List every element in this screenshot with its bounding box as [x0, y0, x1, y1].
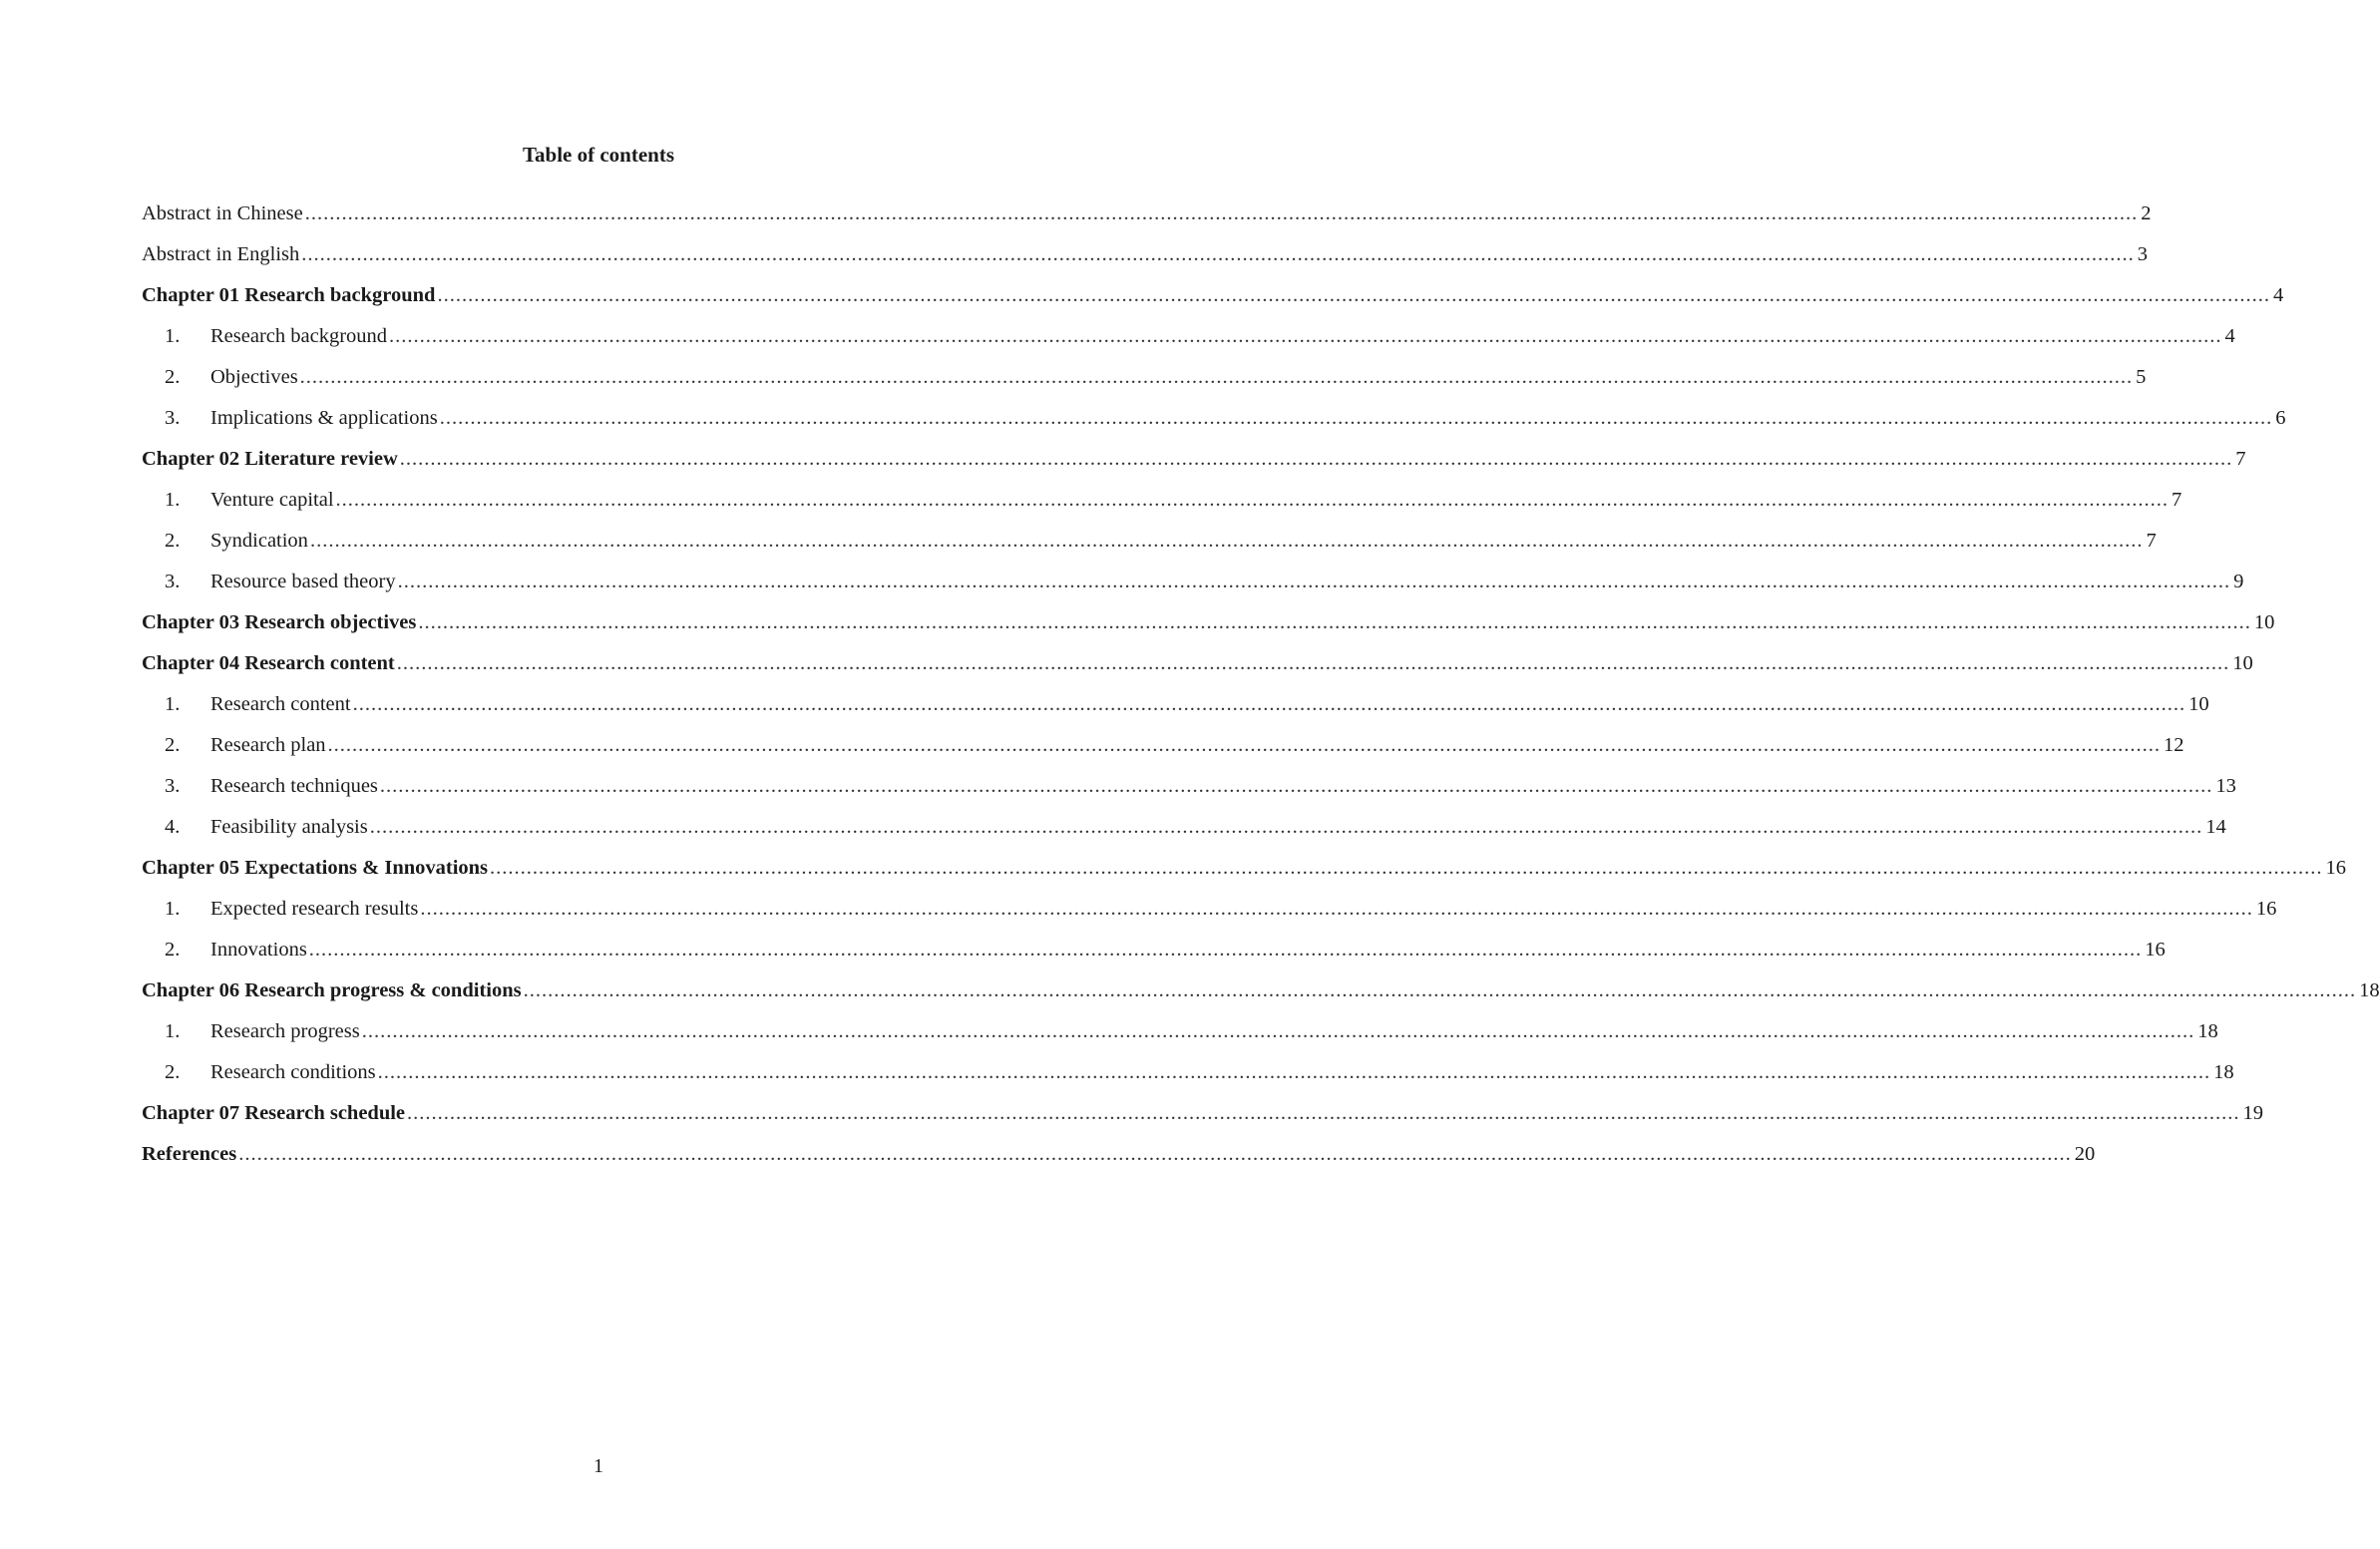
toc-dot-leader: ............................................................................................................................................................................................................................................................................................................	[379, 775, 2213, 797]
toc-chapter-entry[interactable]	[142, 852, 2347, 893]
table-of-contents	[142, 197, 2380, 1179]
toc-dot-leader: ............................................................................................................................................................................................................................................................................................................	[396, 652, 2230, 674]
toc-entry-number: 1.	[165, 1020, 181, 1042]
toc-entry-number: 3.	[165, 407, 181, 429]
toc-entry-number: 3.	[165, 571, 181, 592]
toc-entry-page: 18	[2197, 1020, 2218, 1042]
toc-dot-leader: ............................................................................................................................................................................................................................................................................................................	[399, 448, 2233, 470]
toc-dot-leader: ............................................................................................................................................................................................................................................................................................................	[301, 243, 2135, 265]
toc-entry-page: 10	[2232, 652, 2253, 674]
toc-chapter-entry[interactable]	[142, 1097, 2264, 1138]
toc-entry-number: 3.	[165, 775, 181, 797]
toc-chapter-entry[interactable]	[142, 1138, 2096, 1179]
toc-chapter-entry[interactable]	[142, 443, 2246, 484]
toc-entry-page: 7	[2146, 530, 2157, 552]
toc-entry-title: Chapter 05 Expectations & Innovations	[142, 857, 489, 879]
toc-chapter-entry[interactable]	[142, 974, 2380, 1015]
toc-entry-number: 4.	[165, 816, 181, 838]
toc-entry-number: 2.	[165, 734, 181, 756]
toc-dot-leader: ............................................................................................................................................................................................................................................................................................................	[238, 1143, 2072, 1165]
toc-entry-title: Feasibility analysis	[210, 816, 368, 838]
toc-entry-number: 1.	[165, 489, 181, 511]
toc-dot-leader: ............................................................................................................................................................................................................................................................................................................	[309, 530, 2144, 552]
toc-entry-number: 2.	[165, 366, 181, 388]
toc-entry-page: 7	[2235, 448, 2246, 470]
toc-dot-leader: ............................................................................................................................................................................................................................................................................................................	[420, 898, 2253, 920]
toc-subsection-entry[interactable]	[142, 1015, 2218, 1056]
toc-entry-page: 13	[2215, 775, 2236, 797]
toc-subsection-entry[interactable]	[142, 770, 2236, 811]
toc-entry-page: 4	[2224, 325, 2235, 347]
toc-entry-page: 10	[2253, 611, 2275, 633]
toc-entry-title: Chapter 04 Research content	[142, 652, 395, 674]
toc-entry-number: 2.	[165, 530, 181, 552]
toc-entry-page: 2	[2141, 202, 2152, 224]
toc-dot-leader: ............................................................................................................................................................................................................................................................................................................	[299, 366, 2134, 388]
toc-entry-page: 14	[2205, 816, 2226, 838]
toc-dot-leader: ............................................................................................................................................................................................................................................................................................................	[407, 1102, 2240, 1124]
toc-entry-title: Venture capital	[210, 489, 334, 511]
toc-entry-page: 10	[2188, 693, 2209, 715]
toc-dot-leader: ............................................................................................................................................................................................................................................................................................................	[369, 816, 2203, 838]
toc-subsection-entry[interactable]	[142, 320, 2235, 361]
toc-subsection-entry[interactable]	[142, 566, 2244, 606]
toc-entry-page: 16	[2145, 939, 2166, 961]
toc-entry-title: Objectives	[210, 366, 298, 388]
toc-entry-page: 7	[2172, 489, 2182, 511]
toc-dot-leader: ............................................................................................................................................................................................................................................................................................................	[308, 939, 2143, 961]
toc-entry-title: Expected research results	[210, 898, 419, 920]
toc-dot-leader: ............................................................................................................................................................................................................................................................................................................	[304, 202, 2139, 224]
toc-dot-leader: ............................................................................................................................................................................................................................................................................................................	[437, 284, 2270, 306]
toc-entry-title: Research techniques	[210, 775, 378, 797]
toc-entry-page: 20	[2074, 1143, 2096, 1165]
toc-entry-page: 3	[2137, 243, 2149, 265]
toc-dot-leader: ............................................................................................................................................................................................................................................................................................................	[335, 489, 2170, 511]
toc-subsection-entry[interactable]	[142, 525, 2157, 566]
page-number: 1	[594, 1455, 603, 1477]
toc-entry-title: Chapter 01 Research background	[142, 284, 436, 306]
toc-subsection-entry[interactable]	[142, 402, 2286, 443]
toc-subsection-entry[interactable]	[142, 361, 2147, 402]
toc-subsection-entry[interactable]	[142, 934, 2166, 974]
toc-entry-page: 9	[2233, 571, 2244, 592]
toc-subsection-entry[interactable]	[142, 893, 2277, 934]
toc-dot-leader: ............................................................................................................................................................................................................................................................................................................	[377, 1061, 2211, 1083]
toc-entry-page: 19	[2242, 1102, 2264, 1124]
toc-entry-title: Chapter 06 Research progress & conditions	[142, 979, 522, 1001]
toc-chapter-entry[interactable]	[142, 279, 2284, 320]
toc-dot-leader: ............................................................................................................................................................................................................................................................................................................	[439, 407, 2273, 429]
toc-entry[interactable]	[142, 197, 2152, 238]
toc-entry-title: References	[142, 1143, 237, 1165]
toc-dot-leader: ............................................................................................................................................................................................................................................................................................................	[418, 611, 2251, 633]
toc-entry-page: 6	[2275, 407, 2286, 429]
toc-entry-page: 4	[2272, 284, 2284, 306]
toc-dot-leader: ............................................................................................................................................................................................................................................................................................................	[327, 734, 2162, 756]
toc-chapter-entry[interactable]	[142, 647, 2253, 688]
toc-subsection-entry[interactable]	[142, 811, 2226, 852]
toc-entry-number: 1.	[165, 325, 181, 347]
toc-entry-title: Research background	[210, 325, 388, 347]
toc-entry-title: Chapter 02 Literature review	[142, 448, 398, 470]
toc-chapter-entry[interactable]	[142, 606, 2275, 647]
toc-entry-number: 1.	[165, 693, 181, 715]
toc-entry-number: 2.	[165, 1061, 181, 1083]
toc-entry-title: Syndication	[210, 530, 308, 552]
toc-dot-leader: ............................................................................................................................................................................................................................................................................................................	[361, 1020, 2195, 1042]
toc-dot-leader: ............................................................................................................................................................................................................................................................................................................	[523, 979, 2357, 1001]
toc-entry-title: Chapter 07 Research schedule	[142, 1102, 406, 1124]
toc-entry-title: Research conditions	[210, 1061, 376, 1083]
toc-entry-number: 2.	[165, 939, 181, 961]
toc-subsection-entry[interactable]	[142, 484, 2182, 525]
toc-entry-title: Research content	[210, 693, 351, 715]
toc-entry-page: 18	[2213, 1061, 2234, 1083]
toc-entry-number: 1.	[165, 898, 181, 920]
toc-entry-title: Abstract in Chinese	[142, 202, 303, 224]
toc-entry-page: 12	[2164, 734, 2184, 756]
toc-dot-leader: ............................................................................................................................................................................................................................................................................................................	[352, 693, 2186, 715]
toc-entry-title: Innovations	[210, 939, 307, 961]
toc-subsection-entry[interactable]	[142, 729, 2184, 770]
toc-dot-leader: ............................................................................................................................................................................................................................................................................................................	[490, 857, 2323, 879]
toc-entry-title: Research plan	[210, 734, 326, 756]
toc-entry-title: Resource based theory	[210, 571, 396, 592]
toc-entry-page: 16	[2325, 857, 2347, 879]
toc-entry-page: 18	[2359, 979, 2380, 1001]
toc-entry-title: Research progress	[210, 1020, 360, 1042]
toc-entry-title: Chapter 03 Research objectives	[142, 611, 417, 633]
toc-entry-title: Abstract in English	[142, 243, 300, 265]
toc-entry-page: 5	[2136, 366, 2147, 388]
toc-entry-page: 16	[2255, 898, 2277, 920]
toc-subsection-entry[interactable]	[142, 688, 2209, 729]
toc-entry[interactable]	[142, 238, 2149, 279]
toc-subsection-entry[interactable]	[142, 1056, 2234, 1097]
toc-dot-leader: ............................................................................................................................................................................................................................................................................................................	[397, 571, 2231, 592]
toc-dot-leader: ............................................................................................................................................................................................................................................................................................................	[389, 325, 2222, 347]
document-title: Table of contents	[522, 143, 675, 167]
toc-entry-title: Implications & applications	[210, 407, 438, 429]
